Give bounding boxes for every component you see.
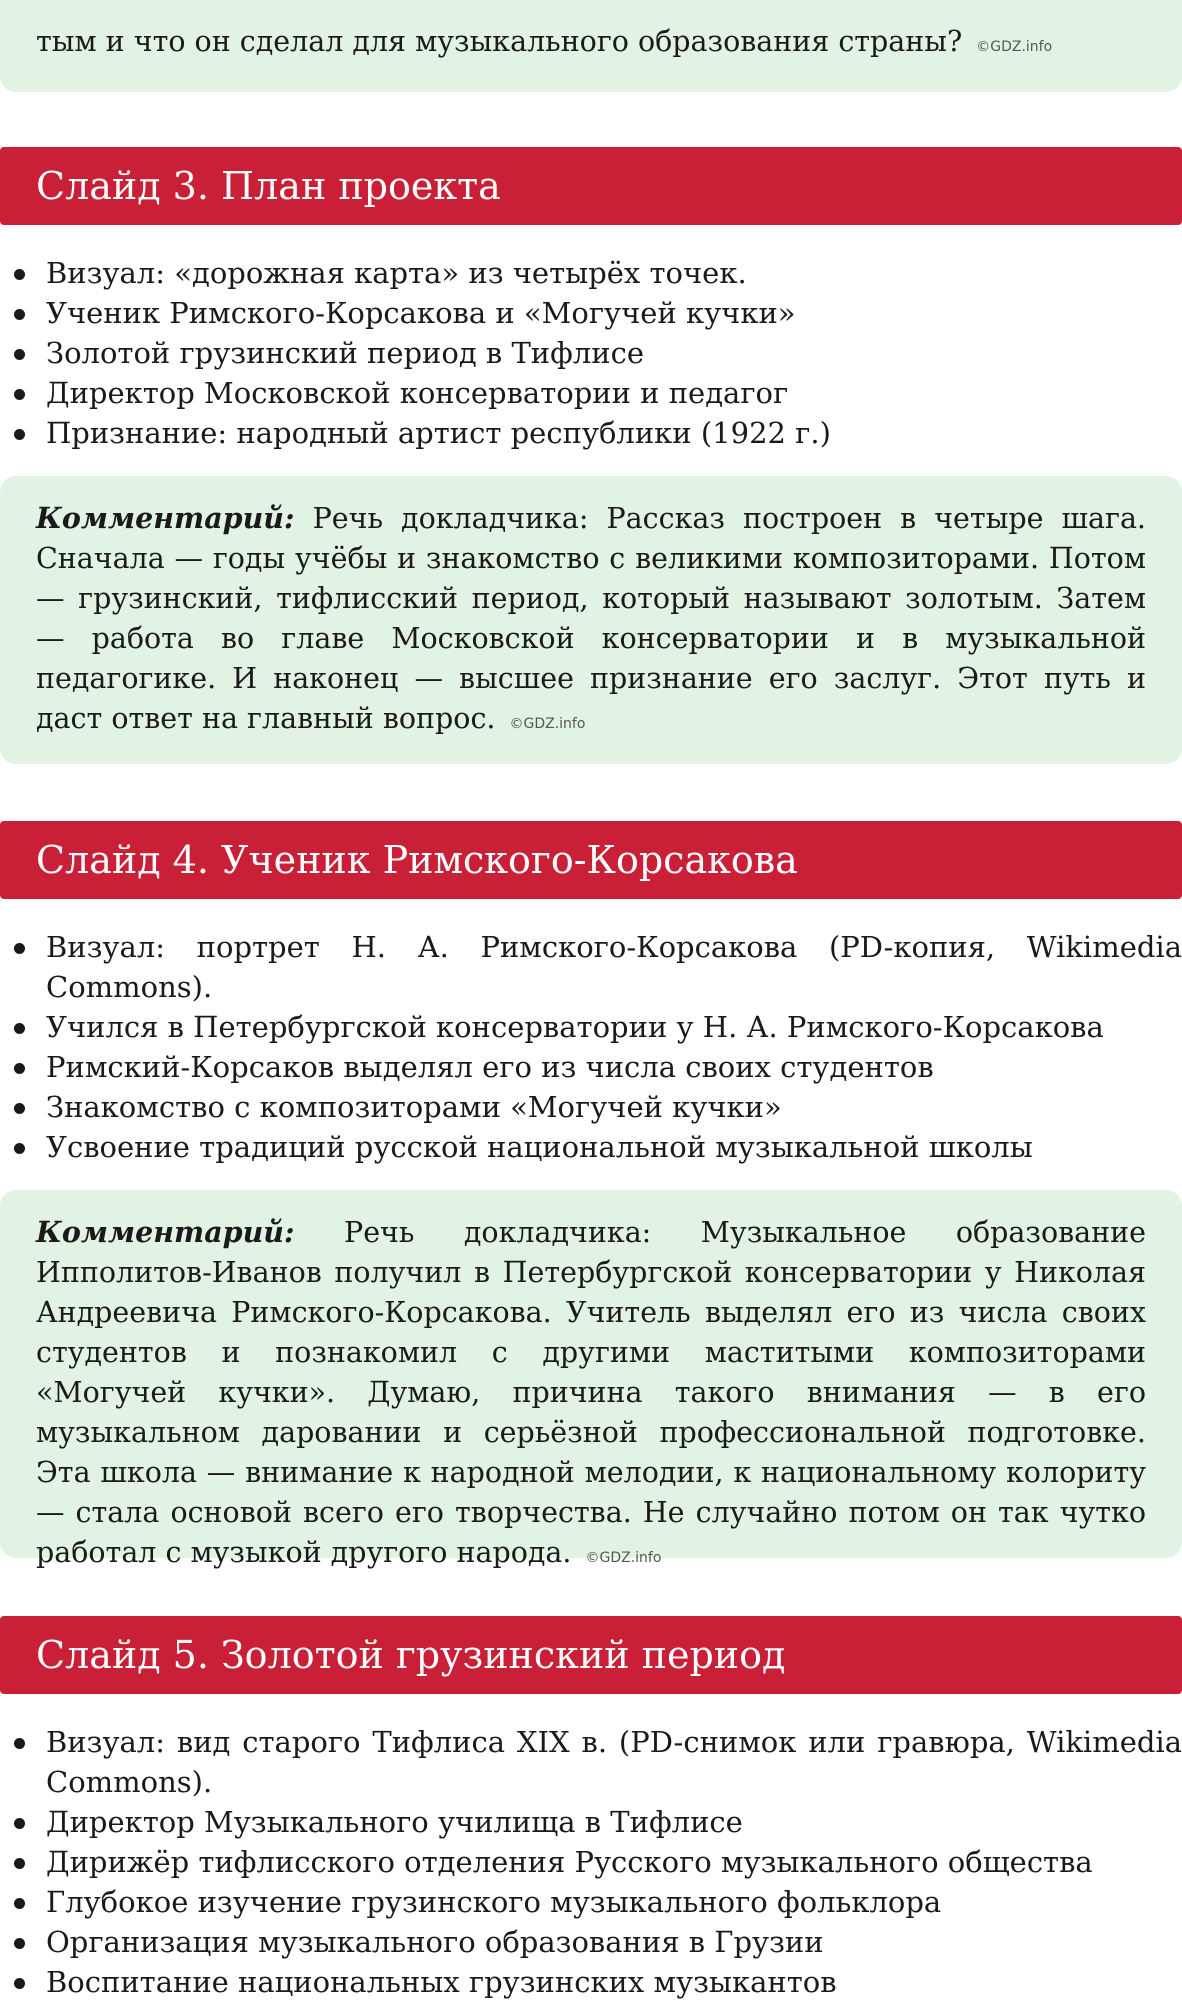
slide-4-bullet-list bbox=[0, 927, 1182, 1167]
comment-text: Речь докладчика: Рассказ построен в четыре шага. Сначала — годы учёбы и знакомство с великими композиторами. Потом — грузинский, тифлисский период, который называют золотым. Затем — работа во главе Московской консерватории и в музыкальной педагогике. И наконец — высшее признание его заслуг. Этот путь и даст ответ на главный вопрос. bbox=[36, 502, 1146, 735]
intro-comment-box bbox=[0, 0, 1182, 92]
list-item: Визуал: портрет Н. А. Римского-Корсакова (PD-копия, Wikimedia Commons). bbox=[0, 927, 1182, 1007]
list-item: Ученик Римского-Корсакова и «Могучей кучки» bbox=[0, 293, 1182, 333]
slide-5-header: Слайд 5. Золотой грузинский период bbox=[0, 1616, 1182, 1694]
list-item: Визуал: вид старого Тифлиса XIX в. (PD-снимок или гравюра, Wikimedia Commons). bbox=[0, 1722, 1182, 1802]
slide-4-header: Слайд 4. Ученик Римского-Корсакова bbox=[0, 821, 1182, 899]
comment-text: Речь докладчика: Музыкальное образование Ипполитов-Иванов получил в Петербургской консерватории у Николая Андреевича Римского-Корсакова. Учитель выделял его из числа своих студентов и познакомил с другими маститыми композиторами «Могучей кучки». Думаю, причина такого внимания — в его музыкальном даровании и серьёзной профессиональной подготовке. Эта школа — внимание к народной мелодии, к национальному колориту — стала основой всего его творчества. Не случайно потом он так чутко работал с музыкой другого народа. bbox=[36, 1216, 1146, 1569]
list-item: Организация музыкального образования в Грузии bbox=[0, 1922, 1182, 1962]
list-item: Усвоение традиций русской национальной музыкальной школы bbox=[0, 1127, 1182, 1167]
slide-3-bullet-list bbox=[0, 253, 1182, 453]
comment-label: Комментарий: bbox=[36, 501, 295, 535]
slide-5-bullet-list bbox=[0, 1722, 1182, 2002]
list-item: Воспитание национальных грузинских музыкантов bbox=[0, 1962, 1182, 2002]
list-item: Золотой грузинский период в Тифлисе bbox=[0, 333, 1182, 373]
list-item: Визуал: «дорожная карта» из четырёх точек. bbox=[0, 253, 1182, 293]
slide-3-header: Слайд 3. План проекта bbox=[0, 147, 1182, 225]
list-item: Учился в Петербургской консерватории у Н. А. Римского-Корсакова bbox=[0, 1007, 1182, 1047]
list-item: Директор Музыкального училища в Тифлисе bbox=[0, 1802, 1182, 1842]
slide-4-comment-box bbox=[0, 1190, 1182, 1569]
list-item: Римский-Корсаков выделял его из числа своих студентов bbox=[0, 1047, 1182, 1087]
list-item: Знакомство с композиторами «Могучей кучки» bbox=[0, 1087, 1182, 1127]
watermark-mark: ©GDZ.info bbox=[509, 716, 586, 732]
list-item: Директор Московской консерватории и педагог bbox=[0, 373, 1182, 413]
list-item: Глубокое изучение грузинского музыкального фольклора bbox=[0, 1882, 1182, 1922]
slide-3-comment-box bbox=[0, 476, 1182, 764]
watermark-mark: ©GDZ.info bbox=[976, 39, 1053, 55]
watermark-mark: ©GDZ.info bbox=[585, 1550, 662, 1566]
list-item: Признание: народный артист республики (1922 г.) bbox=[0, 413, 1182, 453]
comment-label: Комментарий: bbox=[36, 1215, 295, 1249]
list-item: Дирижёр тифлисского отделения Русского музыкального общества bbox=[0, 1842, 1182, 1882]
intro-text: тым и что он сделал для музыкального образования страны? bbox=[36, 25, 963, 58]
